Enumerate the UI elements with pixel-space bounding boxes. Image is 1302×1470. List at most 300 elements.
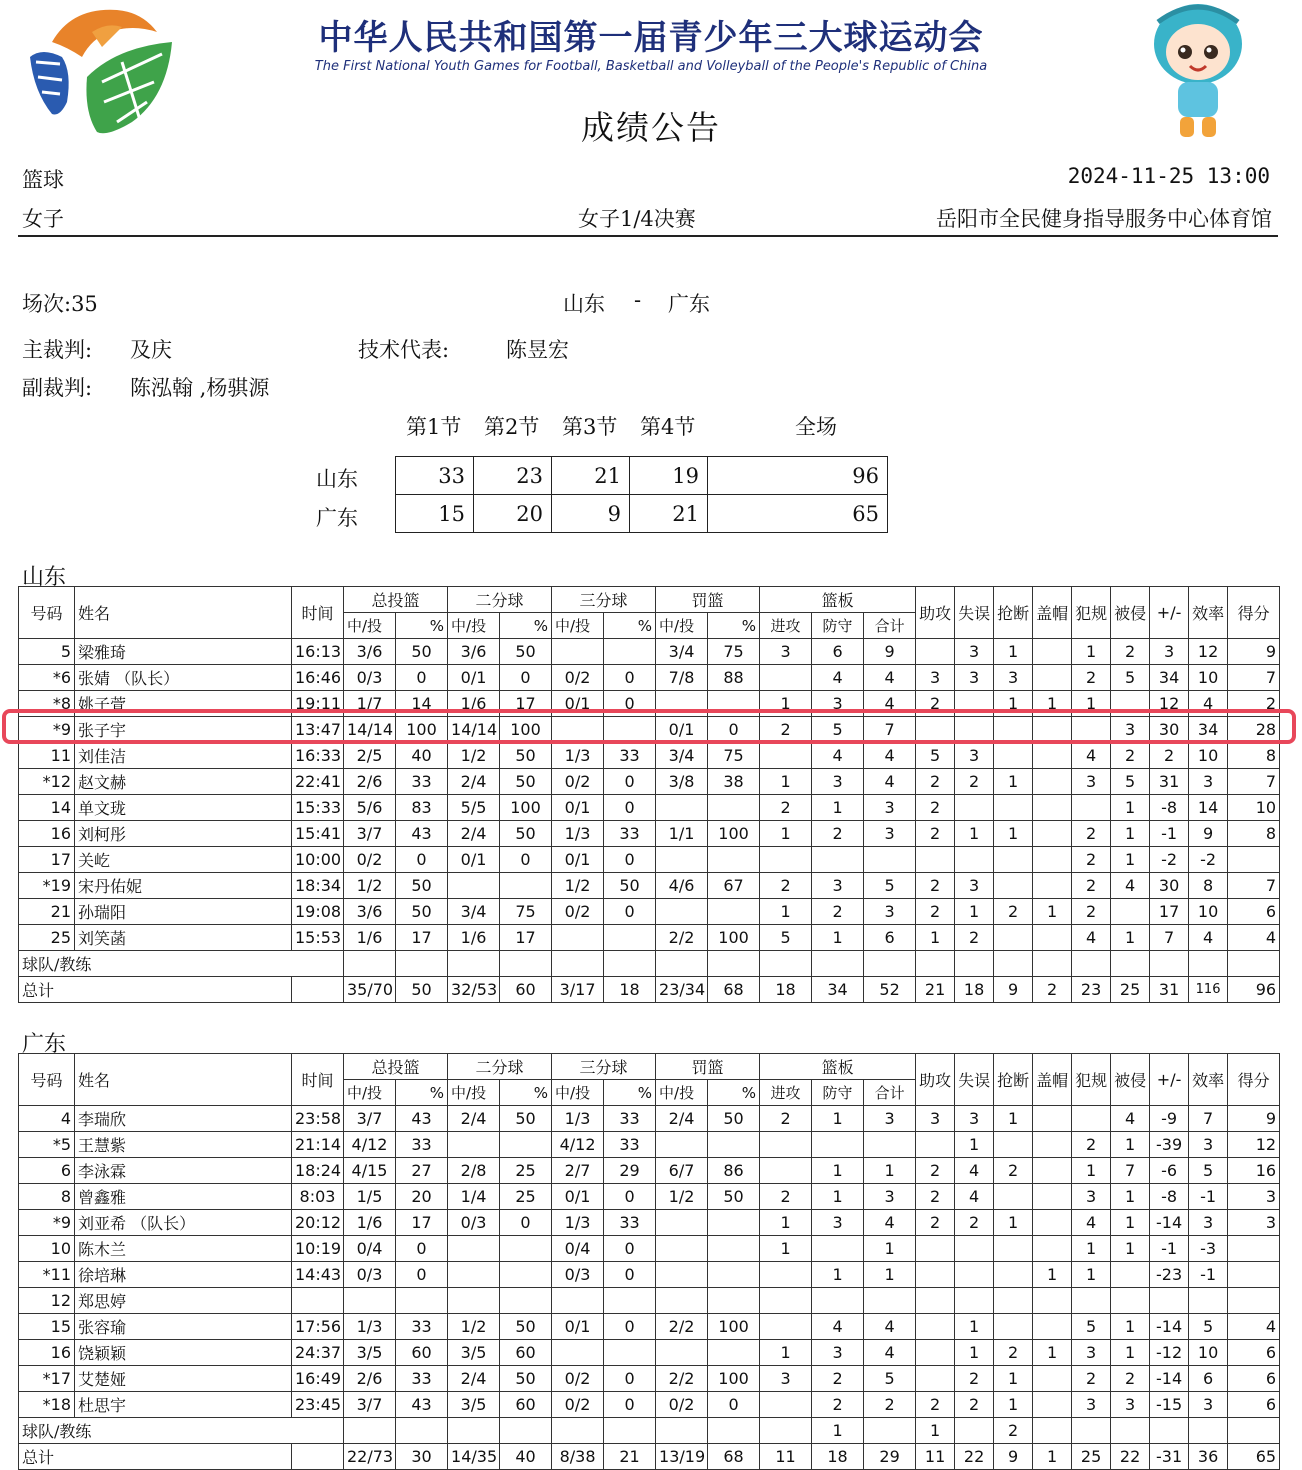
table-cell	[760, 1262, 812, 1288]
col-header: +/-	[1150, 1054, 1189, 1106]
table-cell: 24:37	[292, 1340, 344, 1366]
table-cell	[708, 1418, 760, 1444]
table-cell: 17	[500, 925, 552, 951]
table-cell: 1	[1072, 1236, 1111, 1262]
table-row	[19, 821, 1280, 847]
table-cell: 18	[955, 977, 994, 1003]
table-cell: 3/8	[656, 769, 708, 795]
table-cell: 14/14	[344, 717, 396, 743]
table-cell: *19	[19, 873, 75, 899]
table-cell: 3	[955, 873, 994, 899]
table-cell: 4	[1228, 1314, 1280, 1340]
table-cell: 0/1	[448, 665, 500, 691]
table-cell: 0	[500, 847, 552, 873]
col-header: 二分球	[448, 1054, 552, 1080]
quarter-header: 第1节	[406, 415, 462, 439]
quarter-header: 第2节	[484, 415, 540, 439]
table-cell: 15	[19, 1314, 75, 1340]
table-cell	[1033, 1418, 1072, 1444]
col-header: 失误	[955, 587, 994, 639]
table-cell: 29	[604, 1158, 656, 1184]
table-cell: 2	[1072, 1366, 1111, 1392]
table-cell: 2	[916, 1210, 955, 1236]
table-cell: 96	[1228, 977, 1280, 1003]
table-cell	[994, 873, 1033, 899]
table-cell: 100	[708, 1366, 760, 1392]
table-cell: 2	[916, 769, 955, 795]
table-cell: 0/2	[552, 665, 604, 691]
table-cell	[760, 743, 812, 769]
table-cell: 2	[916, 1158, 955, 1184]
table-cell	[1072, 1418, 1111, 1444]
table-cell: 0/2	[552, 899, 604, 925]
table-cell: 7	[1228, 665, 1280, 691]
table-cell: 3/6	[344, 639, 396, 665]
table-row	[19, 795, 1280, 821]
table-cell: 8	[1228, 821, 1280, 847]
col-header: 篮板	[760, 1054, 916, 1080]
table-cell: 0/1	[656, 717, 708, 743]
table-cell: *12	[19, 769, 75, 795]
table-cell: 3/5	[448, 1340, 500, 1366]
table-cell: 1	[1111, 925, 1150, 951]
table-cell: -6	[1150, 1158, 1189, 1184]
col-subheader: 防守	[812, 1080, 864, 1106]
table-cell: -8	[1150, 795, 1189, 821]
table-cell	[1072, 795, 1111, 821]
table-cell	[448, 1288, 500, 1314]
table-cell: 2	[955, 769, 994, 795]
table-cell: 33	[396, 769, 448, 795]
table-cell: 2/6	[344, 769, 396, 795]
table-cell: 孙瑞阳	[75, 899, 292, 925]
table-cell: 50	[500, 769, 552, 795]
table-cell: 2	[955, 925, 994, 951]
table-cell: 2	[916, 691, 955, 717]
table-cell: 1	[955, 899, 994, 925]
col-header: 时间	[292, 587, 344, 639]
table-cell: 5	[916, 743, 955, 769]
table-cell: 1	[1072, 691, 1111, 717]
table-cell: 3	[812, 1340, 864, 1366]
table-cell: 11	[19, 743, 75, 769]
table-cell: 2/2	[656, 925, 708, 951]
table-cell: 2	[760, 795, 812, 821]
table-cell: 姚子萱	[75, 691, 292, 717]
quarter-score-table	[395, 456, 888, 533]
table-row	[19, 1210, 1280, 1236]
table-cell	[448, 873, 500, 899]
table-cell: 31	[1150, 769, 1189, 795]
table-cell: 21	[19, 899, 75, 925]
table-cell: 14/35	[448, 1444, 500, 1470]
chief-ref-label: 主裁判:	[22, 338, 93, 362]
col-subheader: 合计	[864, 613, 916, 639]
table-cell	[916, 1132, 955, 1158]
table-row	[19, 743, 1280, 769]
col-subheader: 进攻	[760, 613, 812, 639]
table-cell: 3	[760, 1366, 812, 1392]
col-subheader: 进攻	[760, 1080, 812, 1106]
table-cell	[344, 951, 396, 977]
table-cell: 2	[916, 821, 955, 847]
table-cell: 2/4	[448, 821, 500, 847]
col-subheader: 中/投	[344, 613, 396, 639]
table-cell: 3	[955, 1106, 994, 1132]
table-cell: 6	[864, 925, 916, 951]
table-cell: 1	[1111, 847, 1150, 873]
table-cell: 17	[396, 1210, 448, 1236]
table-cell: 2	[1033, 977, 1072, 1003]
table-cell: -3	[1189, 1236, 1228, 1262]
table-cell: 0	[604, 1366, 656, 1392]
table-cell: 4/12	[344, 1132, 396, 1158]
table-cell: -8	[1150, 1184, 1189, 1210]
col-subheader: 防守	[812, 613, 864, 639]
col-subheader: %	[396, 1080, 448, 1106]
table-cell: 1	[1111, 795, 1150, 821]
table-cell	[708, 1132, 760, 1158]
table-cell: 1	[864, 1158, 916, 1184]
col-subheader: 中/投	[344, 1080, 396, 1106]
col-header: 盖帽	[1033, 1054, 1072, 1106]
table-cell: 2/4	[448, 1366, 500, 1392]
table-cell: -14	[1150, 1366, 1189, 1392]
table-cell: 5	[1189, 1158, 1228, 1184]
table-cell: 3	[955, 665, 994, 691]
col-subheader: 合计	[864, 1080, 916, 1106]
table-cell: 1/2	[552, 873, 604, 899]
table-cell: 3	[812, 769, 864, 795]
table-cell: 7	[864, 717, 916, 743]
table-cell: 1	[864, 1262, 916, 1288]
table-cell	[994, 1314, 1033, 1340]
table-cell: -1	[1189, 1184, 1228, 1210]
table-cell: 2/8	[448, 1158, 500, 1184]
table-cell	[916, 639, 955, 665]
table-cell: 3/7	[344, 1392, 396, 1418]
table-cell: 0	[604, 1262, 656, 1288]
table-cell: 1/3	[552, 1106, 604, 1132]
col-header: 效率	[1189, 1054, 1228, 1106]
table-cell: 1	[955, 1132, 994, 1158]
table-cell: *17	[19, 1366, 75, 1392]
table-cell: 8	[1228, 743, 1280, 769]
table-cell: 0	[604, 899, 656, 925]
table-cell	[708, 795, 760, 821]
table-cell: 5	[1111, 769, 1150, 795]
table-cell: 5	[1111, 665, 1150, 691]
table-cell: 陈木兰	[75, 1236, 292, 1262]
table-cell: 0	[500, 665, 552, 691]
total-label: 总计	[19, 977, 292, 1003]
table-cell: -15	[1150, 1392, 1189, 1418]
table-row	[19, 1158, 1280, 1184]
col-header: 得分	[1228, 1054, 1280, 1106]
table-cell: 4	[812, 1314, 864, 1340]
table-cell: -1	[1150, 821, 1189, 847]
table-cell: 1	[994, 1210, 1033, 1236]
col-header: 号码	[19, 587, 75, 639]
table-cell	[656, 1340, 708, 1366]
table-cell: -31	[1150, 1444, 1189, 1470]
table-cell	[292, 1288, 344, 1314]
table-cell	[994, 1262, 1033, 1288]
table-cell: 2	[916, 873, 955, 899]
table-cell: 李泳霖	[75, 1158, 292, 1184]
col-header: 抢断	[994, 1054, 1033, 1106]
table-cell: 2/7	[552, 1158, 604, 1184]
table-cell: 9	[1228, 1106, 1280, 1132]
table-cell: 50	[500, 639, 552, 665]
table-cell: 2	[812, 821, 864, 847]
table-cell: 18:24	[292, 1158, 344, 1184]
table-cell	[1033, 925, 1072, 951]
quarter-team: 广东	[316, 506, 358, 530]
table-cell	[812, 847, 864, 873]
col-header: 得分	[1228, 587, 1280, 639]
game-number: 场次:35	[22, 292, 98, 316]
table-cell: 0/3	[448, 1210, 500, 1236]
table-cell: 梁雅琦	[75, 639, 292, 665]
table-cell	[656, 1210, 708, 1236]
table-cell: 2/4	[448, 1106, 500, 1132]
table-cell	[994, 1288, 1033, 1314]
quarter-score: 33	[396, 457, 474, 495]
table-cell	[552, 1288, 604, 1314]
col-header: 罚篮	[656, 587, 760, 613]
table-cell	[656, 847, 708, 873]
table-cell: 3/6	[448, 639, 500, 665]
total-row	[19, 1444, 1280, 1470]
table-cell: 2	[1228, 691, 1280, 717]
table-cell: 2	[760, 1106, 812, 1132]
table-cell: 3/6	[344, 899, 396, 925]
table-cell: 21	[916, 977, 955, 1003]
table-cell: 60	[500, 977, 552, 1003]
table-cell: 0/2	[656, 1392, 708, 1418]
table-cell: 0/1	[552, 847, 604, 873]
table-cell: 40	[500, 1444, 552, 1470]
col-header: 失误	[955, 1054, 994, 1106]
col-subheader: 中/投	[552, 1080, 604, 1106]
table-cell	[760, 1314, 812, 1340]
team-coach-row	[19, 951, 1280, 977]
table-cell: 16	[19, 821, 75, 847]
table-cell	[708, 1288, 760, 1314]
table-cell: 2/6	[344, 1366, 396, 1392]
table-cell: 2	[916, 795, 955, 821]
table-cell: 25	[1111, 977, 1150, 1003]
table-cell: 曾鑫雅	[75, 1184, 292, 1210]
table-cell: 0/1	[552, 795, 604, 821]
table-row	[19, 847, 1280, 873]
table-cell: 17:56	[292, 1314, 344, 1340]
quarter-header: 第4节	[640, 415, 696, 439]
table-cell	[916, 1262, 955, 1288]
table-cell	[552, 639, 604, 665]
table-cell: 50	[500, 743, 552, 769]
col-header: 被侵	[1111, 1054, 1150, 1106]
table-cell	[1033, 795, 1072, 821]
table-cell	[864, 951, 916, 977]
quarter-score: 15	[396, 495, 474, 533]
table-cell: 3	[1189, 1210, 1228, 1236]
col-header: 被侵	[1111, 587, 1150, 639]
table-cell: *9	[19, 717, 75, 743]
table-cell	[1111, 1418, 1150, 1444]
table-cell	[1228, 1288, 1280, 1314]
table-cell: 3	[1228, 1210, 1280, 1236]
table-cell: 3	[1189, 769, 1228, 795]
table-cell: 0/3	[344, 1262, 396, 1288]
table-cell	[1111, 899, 1150, 925]
table-cell: 4	[864, 769, 916, 795]
table-cell: 0	[396, 1236, 448, 1262]
table-cell: 1	[812, 1418, 864, 1444]
table-cell: 1/3	[552, 821, 604, 847]
table-cell: 2	[812, 1366, 864, 1392]
asst-ref: 陈泓翰 ,杨骐源	[130, 376, 270, 400]
table-cell	[396, 951, 448, 977]
table-cell: 0/1	[552, 1184, 604, 1210]
table-cell	[1189, 1288, 1228, 1314]
table-cell	[1150, 1288, 1189, 1314]
home-team: 山东	[563, 292, 605, 316]
table-cell: 2	[1111, 743, 1150, 769]
table-cell: 3	[812, 873, 864, 899]
table-cell	[955, 795, 994, 821]
table-cell: 3	[1072, 1340, 1111, 1366]
table-cell	[552, 951, 604, 977]
table-cell: 13/19	[656, 1444, 708, 1470]
table-cell	[916, 847, 955, 873]
table-cell: 1	[916, 925, 955, 951]
table-cell: 1	[1033, 1262, 1072, 1288]
table-cell: 0	[604, 847, 656, 873]
table-cell: 5/5	[448, 795, 500, 821]
total-label: 总计	[19, 1444, 292, 1470]
table-cell: 3	[1072, 1392, 1111, 1418]
table-cell: 0	[604, 1184, 656, 1210]
team-section-title: 山东	[22, 565, 67, 590]
table-cell: 5	[19, 639, 75, 665]
table-cell: 1/6	[448, 925, 500, 951]
table-cell: 50	[604, 873, 656, 899]
table-row	[19, 873, 1280, 899]
table-cell: -2	[1189, 847, 1228, 873]
table-cell: 18	[604, 977, 656, 1003]
col-header: 犯规	[1072, 1054, 1111, 1106]
table-cell: 23	[1072, 977, 1111, 1003]
table-cell: 1/2	[448, 743, 500, 769]
table-cell: 17	[19, 847, 75, 873]
table-cell: 52	[864, 977, 916, 1003]
table-cell: 33	[604, 743, 656, 769]
player-stats-table	[18, 1053, 1280, 1470]
quarter-row	[396, 495, 888, 533]
table-cell	[1111, 951, 1150, 977]
table-cell	[552, 1418, 604, 1444]
table-cell: 1	[760, 769, 812, 795]
table-cell: 1	[1111, 1210, 1150, 1236]
table-cell: 1/5	[344, 1184, 396, 1210]
table-cell	[656, 899, 708, 925]
table-cell: 68	[708, 977, 760, 1003]
table-cell: 22/73	[344, 1444, 396, 1470]
table-cell: 2	[994, 899, 1033, 925]
table-cell	[1228, 951, 1280, 977]
table-cell: 郑思婷	[75, 1288, 292, 1314]
table-cell: 13:47	[292, 717, 344, 743]
table-cell: 21:14	[292, 1132, 344, 1158]
table-cell: 0	[604, 1236, 656, 1262]
table-cell: 10	[19, 1236, 75, 1262]
table-cell: 34	[1189, 717, 1228, 743]
table-cell: 88	[708, 665, 760, 691]
table-cell	[604, 925, 656, 951]
table-cell	[864, 1418, 916, 1444]
table-cell	[1033, 769, 1072, 795]
table-cell: 0	[500, 1210, 552, 1236]
table-cell: 68	[708, 1444, 760, 1470]
table-cell: 1/7	[344, 691, 396, 717]
table-cell: 张婧 （队长）	[75, 665, 292, 691]
table-cell	[1033, 1106, 1072, 1132]
table-cell	[994, 951, 1033, 977]
table-cell: 2	[1072, 873, 1111, 899]
table-cell: 王慧紫	[75, 1132, 292, 1158]
table-cell: 15:33	[292, 795, 344, 821]
table-cell: 43	[396, 1392, 448, 1418]
table-cell	[1033, 1236, 1072, 1262]
table-cell: 2	[1111, 639, 1150, 665]
table-cell	[812, 1288, 864, 1314]
table-cell: 16:46	[292, 665, 344, 691]
table-cell: 赵文赫	[75, 769, 292, 795]
table-cell	[760, 847, 812, 873]
table-cell	[656, 1132, 708, 1158]
quarter-score: 21	[630, 495, 708, 533]
col-header: +/-	[1150, 587, 1189, 639]
table-cell: 2	[955, 1366, 994, 1392]
table-cell: 2	[916, 1392, 955, 1418]
col-subheader: %	[708, 613, 760, 639]
table-cell: 1	[1111, 1184, 1150, 1210]
quarter-score: 23	[474, 457, 552, 495]
table-cell: 1	[812, 1158, 864, 1184]
table-cell: 100	[708, 821, 760, 847]
table-cell	[916, 1288, 955, 1314]
table-cell	[656, 1236, 708, 1262]
table-cell: 2	[994, 1418, 1033, 1444]
table-cell: 1	[1111, 821, 1150, 847]
table-cell	[955, 951, 994, 977]
table-cell: 75	[500, 899, 552, 925]
col-header: 总投篮	[344, 1054, 448, 1080]
table-cell	[812, 951, 864, 977]
table-cell: 2	[1150, 743, 1189, 769]
table-cell: 1/2	[448, 1314, 500, 1340]
table-cell: 张子宇	[75, 717, 292, 743]
table-cell: 0/3	[552, 1262, 604, 1288]
table-row	[19, 665, 1280, 691]
table-cell: 3	[955, 743, 994, 769]
table-cell: 2/4	[448, 769, 500, 795]
table-cell: 3	[916, 665, 955, 691]
total-score: 65	[708, 495, 888, 533]
table-cell: 3	[955, 639, 994, 665]
